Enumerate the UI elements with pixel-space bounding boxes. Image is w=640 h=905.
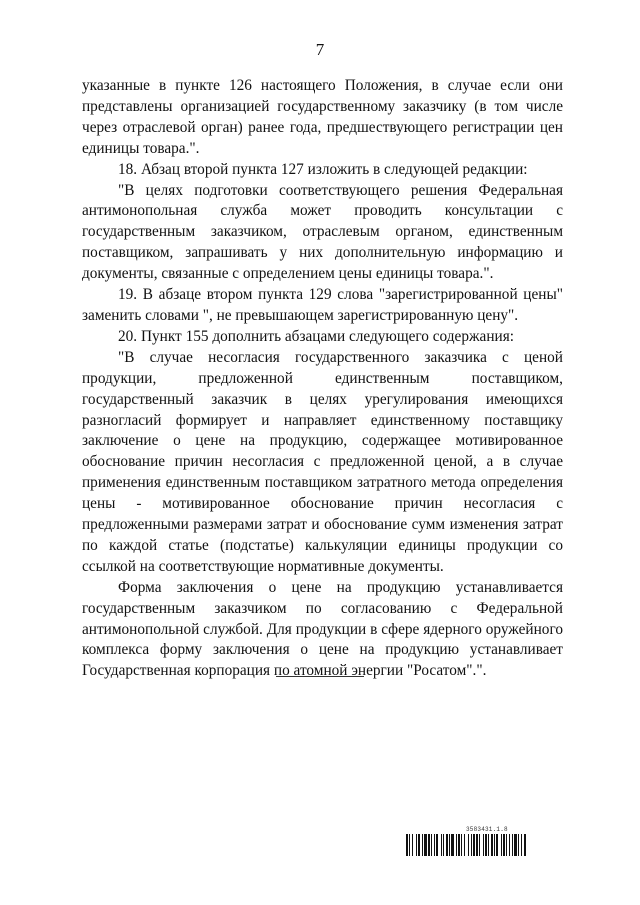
- barcode-image: [406, 834, 560, 856]
- barcode-bar: [488, 834, 489, 856]
- barcode-code: 3583431.1.8: [466, 826, 508, 833]
- barcode-bar: [431, 834, 432, 856]
- paragraph-item-20: 20. Пункт 155 дополнить абзацами следующего содержания:: [118, 327, 515, 345]
- end-divider: [276, 676, 364, 677]
- barcode-bar: [491, 834, 493, 856]
- barcode-bar: [501, 834, 502, 856]
- barcode-bar: [428, 834, 430, 856]
- barcode-bar: [479, 834, 480, 856]
- barcode-bar: [409, 834, 410, 856]
- barcode-bar: [446, 834, 448, 856]
- page-number: 7: [315, 40, 325, 59]
- barcode-bar: [461, 834, 462, 856]
- barcode-bar: [458, 834, 460, 856]
- barcode-bar: [441, 834, 442, 856]
- barcode-bar: [424, 834, 427, 856]
- barcode-bar: [418, 834, 420, 856]
- barcode-bar: [506, 834, 507, 856]
- barcode-bar: [471, 834, 472, 856]
- barcode-bar: [422, 834, 423, 856]
- barcode-bar: [406, 834, 408, 856]
- barcode-bar: [512, 834, 513, 856]
- barcode-bar: [476, 834, 478, 856]
- barcode-bar: [496, 834, 498, 856]
- barcode-bar: [449, 834, 450, 856]
- barcode-bar: [434, 834, 435, 856]
- barcode-bar: [503, 834, 505, 856]
- document-body: [82, 76, 563, 682]
- barcode-bar: [443, 834, 444, 856]
- paragraph-item-19: 19. В абзаце втором пункта 129 слова "зарегистрированной цены" заменить словами ", не превышающем зарегистрированную цену".: [82, 286, 563, 324]
- paragraph-item-18-quote: "В целях подготовки соответствующего решения Федеральная антимонопольная служба может проводить консультации с государственным заказчиком, отраслевым органом, единственным поставщиком, запрашивать у них дополнительную информацию и документы, связанные с определением цены единицы товара.".: [82, 181, 563, 283]
- paragraph-item-18: 18. Абзац второй пункта 127 изложить в следующей редакции:: [118, 160, 528, 178]
- barcode-bar: [416, 834, 417, 856]
- barcode-bar: [483, 834, 484, 856]
- barcode-bar: [412, 834, 413, 856]
- barcode-bar: [456, 834, 457, 856]
- barcode-bar: [521, 834, 522, 856]
- paragraph-item-20-quote-1: "В случае несогласия государственного заказчика с ценой продукции, предложенной единственным поставщиком, государственный заказчик в целях урегулирования имеющихся разногласий формирует и направляет единственному поставщику заключение о цене на продукцию, содержащее мотивированное обоснование причин несогласия с предложенной ценой, а в случае применения единственным поставщиком затратного метода определения цены - мотивированное обоснование причин несогласия с предложенными размерами затрат и обоснование сумм изменения затрат по каждой статье (подстатье) калькуляции единицы продукции со ссылкой на соответствующие нормативные документы.: [82, 348, 563, 575]
- barcode-bar: [494, 834, 495, 856]
- barcode-bar: [509, 834, 510, 856]
- barcode-bar: [514, 834, 517, 856]
- barcode-bar: [468, 834, 469, 856]
- barcode-bar: [436, 834, 438, 856]
- barcode-bar: [451, 834, 454, 856]
- barcode-bar: [485, 834, 487, 856]
- barcode-bar: [518, 834, 519, 856]
- barcode-bar: [464, 834, 465, 856]
- barcode-bar: [473, 834, 475, 856]
- paragraph-continuation: указанные в пункте 126 настоящего Положения, в случае если они представлены организацией государственному заказчику (в том числе через отраслевой орган) ранее года, предшествующего регистрации цен единицы товара.".: [82, 77, 563, 157]
- barcode-bar: [524, 834, 526, 856]
- paragraph-item-20-quote-2: Форма заключения о цене на продукцию устанавливается государственным заказчиком по согласованию с Федеральной антимонопольной службой. Для продукции в сфере ядерного оружейного комплекса форму заключения о цене на продукцию устанавливает Государственная корпорация по атомной энергии "Росатом".".: [82, 578, 563, 680]
